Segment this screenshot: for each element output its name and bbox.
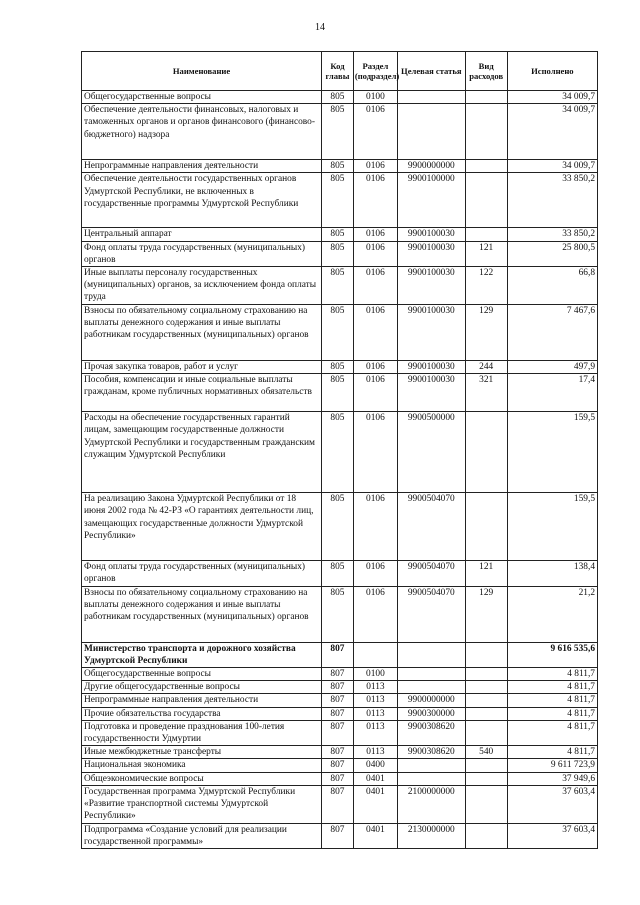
row-chapter-code: 805: [322, 561, 354, 586]
row-expense-kind: 122: [465, 267, 507, 305]
row-executed: 138,4: [507, 561, 597, 586]
row-executed: 4 811,7: [507, 707, 597, 720]
row-section: 0106: [353, 586, 397, 642]
row-expense-kind: [465, 412, 507, 493]
table-row: [82, 412, 598, 493]
row-expense-kind: 129: [465, 586, 507, 642]
table-row: [82, 720, 598, 745]
row-executed: 7 467,6: [507, 305, 597, 361]
row-name: Непрограммные направления деятельности: [82, 160, 322, 173]
row-section: 0100: [353, 91, 397, 104]
table-header-row: [82, 52, 598, 91]
table-row: [82, 305, 598, 361]
row-name: Прочая закупка товаров, работ и услуг: [82, 361, 322, 374]
row-target: 9900308620: [397, 746, 465, 759]
row-expense-kind: [465, 785, 507, 823]
row-name: Центральный аппарат: [82, 228, 322, 241]
row-name: Пособия, компенсации и иные социальные выплаты гражданам, кроме публичных нормативных обязательств: [82, 374, 322, 412]
row-expense-kind: 540: [465, 746, 507, 759]
header-executed: Исполнено: [507, 52, 597, 91]
row-section: [353, 642, 397, 667]
row-section: 0100: [353, 668, 397, 681]
table-row: [82, 823, 598, 848]
row-section: 0106: [353, 361, 397, 374]
row-name: Общеэкономические вопросы: [82, 772, 322, 785]
table-body: [82, 91, 598, 849]
row-target: 9900500000: [397, 412, 465, 493]
row-name: Расходы на обеспечение государственных гарантий лицам, замещающим государственные должности Удмуртской Республики и государственным гражданским служащим Удмуртской Республики: [82, 412, 322, 493]
row-expense-kind: [465, 173, 507, 228]
budget-execution-table: [81, 51, 598, 849]
table-row: [82, 759, 598, 772]
table-row: [82, 160, 598, 173]
row-section: 0401: [353, 823, 397, 848]
row-chapter-code: 805: [322, 91, 354, 104]
table-row: [82, 642, 598, 667]
header-target: Целевая статья: [397, 52, 465, 91]
row-expense-kind: [465, 228, 507, 241]
row-target: [397, 772, 465, 785]
row-chapter-code: 805: [322, 305, 354, 361]
row-section: 0106: [353, 241, 397, 266]
table-row: [82, 91, 598, 104]
row-chapter-code: 807: [322, 746, 354, 759]
row-expense-kind: [465, 104, 507, 160]
table-row: [82, 772, 598, 785]
row-executed: 34 009,7: [507, 160, 597, 173]
row-target: 9900100030: [397, 228, 465, 241]
row-executed: 34 009,7: [507, 91, 597, 104]
row-section: 0113: [353, 720, 397, 745]
row-target: 9900100030: [397, 374, 465, 412]
row-expense-kind: 129: [465, 305, 507, 361]
row-expense-kind: [465, 493, 507, 561]
row-name: Министерство транспорта и дорожного хозяйства Удмуртской Республики: [82, 642, 322, 667]
row-chapter-code: 807: [322, 668, 354, 681]
row-target: 9900504070: [397, 586, 465, 642]
row-executed: 9 611 723,9: [507, 759, 597, 772]
row-executed: 159,5: [507, 493, 597, 561]
row-section: 0113: [353, 694, 397, 707]
row-expense-kind: [465, 642, 507, 667]
row-target: 9900100030: [397, 267, 465, 305]
row-target: 9900504070: [397, 561, 465, 586]
row-target: 9900504070: [397, 493, 465, 561]
row-executed: 25 800,5: [507, 241, 597, 266]
row-chapter-code: 805: [322, 586, 354, 642]
row-expense-kind: [465, 91, 507, 104]
row-chapter-code: 807: [322, 642, 354, 667]
row-name: Подпрограмма «Создание условий для реализации государственной программы»: [82, 823, 322, 848]
row-chapter-code: 805: [322, 228, 354, 241]
row-name: Фонд оплаты труда государственных (муниципальных) органов: [82, 241, 322, 266]
row-section: 0113: [353, 681, 397, 694]
row-expense-kind: [465, 759, 507, 772]
row-name: Национальная экономика: [82, 759, 322, 772]
row-target: 9900100030: [397, 305, 465, 361]
row-executed: 9 616 535,6: [507, 642, 597, 667]
row-target: 9900300000: [397, 707, 465, 720]
row-chapter-code: 805: [322, 104, 354, 160]
row-name: Непрограммные направления деятельности: [82, 694, 322, 707]
row-chapter-code: 807: [322, 681, 354, 694]
row-expense-kind: [465, 772, 507, 785]
row-section: 0106: [353, 228, 397, 241]
header-section: Раздел (подраздел): [353, 52, 397, 91]
row-executed: 4 811,7: [507, 746, 597, 759]
row-target: 9900100030: [397, 361, 465, 374]
row-name: Обеспечение деятельности финансовых, налоговых и таможенных органов и органов финансового (финансово-бюджетного) надзора: [82, 104, 322, 160]
row-section: 0400: [353, 759, 397, 772]
row-chapter-code: 805: [322, 361, 354, 374]
row-name: Общегосударственные вопросы: [82, 91, 322, 104]
row-executed: 4 811,7: [507, 694, 597, 707]
row-name: Взносы по обязательному социальному страхованию на выплаты денежного содержания и иные выплаты работникам государственных (муниципальных) органов: [82, 305, 322, 361]
row-executed: 159,5: [507, 412, 597, 493]
page-number: 14: [315, 22, 325, 33]
row-target: [397, 668, 465, 681]
row-executed: 37 603,4: [507, 823, 597, 848]
table-row: [82, 267, 598, 305]
row-target: 2130000000: [397, 823, 465, 848]
row-chapter-code: 807: [322, 785, 354, 823]
row-target: 9900000000: [397, 694, 465, 707]
row-name: Иные выплаты персоналу государственных (муниципальных) органов, за исключением фонда оплаты труда: [82, 267, 322, 305]
row-section: 0401: [353, 785, 397, 823]
row-expense-kind: 121: [465, 241, 507, 266]
row-chapter-code: 805: [322, 374, 354, 412]
row-executed: 34 009,7: [507, 104, 597, 160]
row-executed: 4 811,7: [507, 668, 597, 681]
row-chapter-code: 805: [322, 493, 354, 561]
table-row: [82, 707, 598, 720]
row-section: 0106: [353, 173, 397, 228]
row-expense-kind: [465, 707, 507, 720]
row-chapter-code: 805: [322, 412, 354, 493]
row-section: 0401: [353, 772, 397, 785]
row-target: 9900000000: [397, 160, 465, 173]
header-name: Наименование: [82, 52, 322, 91]
table-row: [82, 668, 598, 681]
row-executed: 4 811,7: [507, 720, 597, 745]
row-chapter-code: 805: [322, 160, 354, 173]
table-row: [82, 361, 598, 374]
row-section: 0106: [353, 493, 397, 561]
row-executed: 33 850,2: [507, 173, 597, 228]
row-name: Иные межбюджетные трансферты: [82, 746, 322, 759]
row-section: 0106: [353, 412, 397, 493]
table-row: [82, 561, 598, 586]
row-executed: 4 811,7: [507, 681, 597, 694]
row-chapter-code: 807: [322, 707, 354, 720]
row-chapter-code: 807: [322, 694, 354, 707]
table-row: [82, 681, 598, 694]
row-target: [397, 642, 465, 667]
row-name: Государственная программа Удмуртской Республики «Развитие транспортной системы Удмуртской Республики»: [82, 785, 322, 823]
row-expense-kind: 121: [465, 561, 507, 586]
row-name: Взносы по обязательному социальному страхованию на выплаты денежного содержания и иные выплаты работникам государственных (муниципальных) органов: [82, 586, 322, 642]
table-row: [82, 374, 598, 412]
row-target: 9900100000: [397, 173, 465, 228]
row-section: 0106: [353, 267, 397, 305]
header-chapter-code: Код главы: [322, 52, 354, 91]
row-name: Обеспечение деятельности государственных органов Удмуртской Республики, не включенных в государственные программы Удмуртской Республики: [82, 173, 322, 228]
row-target: [397, 91, 465, 104]
row-section: 0113: [353, 746, 397, 759]
row-name: Прочие обязательства государства: [82, 707, 322, 720]
row-section: 0106: [353, 561, 397, 586]
row-section: 0106: [353, 104, 397, 160]
table-row: [82, 785, 598, 823]
row-target: [397, 104, 465, 160]
row-target: [397, 681, 465, 694]
table-row: [82, 694, 598, 707]
row-chapter-code: 807: [322, 720, 354, 745]
row-name: Подготовка и проведение празднования 100-летия государственности Удмуртии: [82, 720, 322, 745]
row-target: [397, 759, 465, 772]
table-row: [82, 586, 598, 642]
row-chapter-code: 807: [322, 772, 354, 785]
table-row: [82, 493, 598, 561]
row-expense-kind: [465, 160, 507, 173]
row-name: На реализацию Закона Удмуртской Республики от 18 июня 2002 года № 42-РЗ «О гарантиях деятельности лиц, замещающих государственные должности Удмуртской Республики»: [82, 493, 322, 561]
table-row: [82, 746, 598, 759]
row-executed: 21,2: [507, 586, 597, 642]
row-section: 0106: [353, 160, 397, 173]
header-expense-kind: Вид расходов: [465, 52, 507, 91]
table-row: [82, 104, 598, 160]
table-row: [82, 173, 598, 228]
row-section: 0113: [353, 707, 397, 720]
row-target: 9900308620: [397, 720, 465, 745]
row-expense-kind: [465, 681, 507, 694]
row-chapter-code: 805: [322, 241, 354, 266]
row-chapter-code: 807: [322, 823, 354, 848]
row-chapter-code: 805: [322, 173, 354, 228]
row-target: 9900100030: [397, 241, 465, 266]
row-executed: 66,8: [507, 267, 597, 305]
row-expense-kind: [465, 694, 507, 707]
row-executed: 37 603,4: [507, 785, 597, 823]
row-name: Фонд оплаты труда государственных (муниципальных) органов: [82, 561, 322, 586]
row-expense-kind: [465, 668, 507, 681]
row-expense-kind: 321: [465, 374, 507, 412]
row-name: Общегосударственные вопросы: [82, 668, 322, 681]
table-row: [82, 241, 598, 266]
row-section: 0106: [353, 374, 397, 412]
row-chapter-code: 805: [322, 267, 354, 305]
row-chapter-code: 807: [322, 759, 354, 772]
row-expense-kind: [465, 720, 507, 745]
row-executed: 33 850,2: [507, 228, 597, 241]
row-executed: 497,9: [507, 361, 597, 374]
row-target: 2100000000: [397, 785, 465, 823]
row-executed: 37 949,6: [507, 772, 597, 785]
row-section: 0106: [353, 305, 397, 361]
row-name: Другие общегосударственные вопросы: [82, 681, 322, 694]
row-expense-kind: [465, 823, 507, 848]
row-executed: 17,4: [507, 374, 597, 412]
table-row: [82, 228, 598, 241]
row-expense-kind: 244: [465, 361, 507, 374]
